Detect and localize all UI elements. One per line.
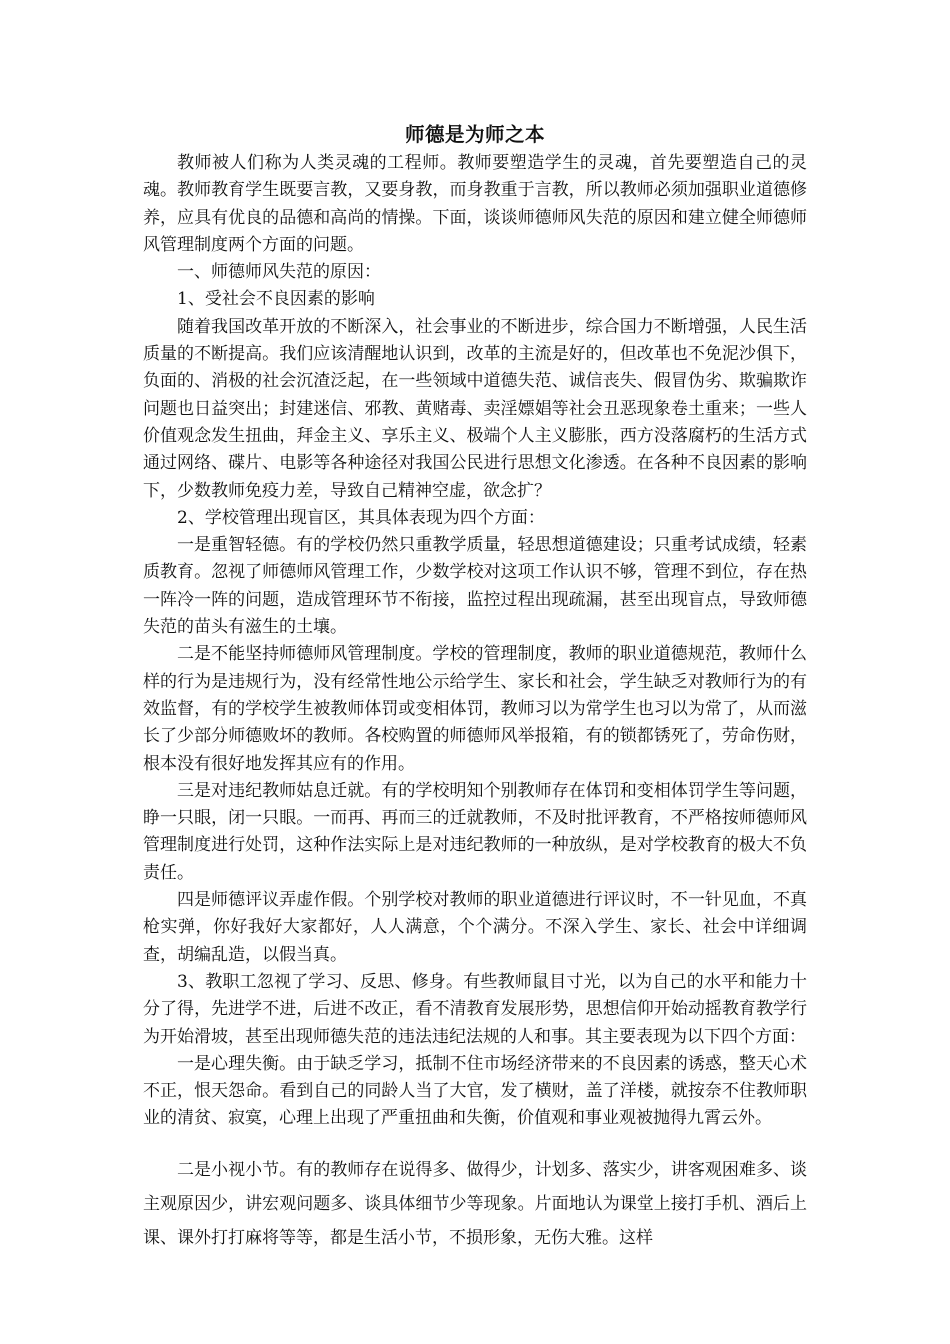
- paragraph-point-three: 三是对违纪教师姑息迁就。有的学校明知个别教师存在体罚和变相体罚学生等问题，睁一只眼，闭一只眼。一而再、再而三的迁就教师，不及时批评教育，不严格按师德师风管理制度进行处罚，这种作法实际上是对违纪教师的一种放纵，是对学校教育的极大不负责任。: [143, 780, 807, 883]
- document-title: 师德是为师之本: [404, 123, 545, 146]
- paragraph-point-two: 二是不能坚持师德师风管理制度。学校的管理制度，教师的职业道德规范，教师什么样的行为是违规行为，没有经常性地公示给学生、家长和社会，学生缺乏对教师行为的有效监督，有的学校学生被教师体罚或变相体罚，教师习以为常学生也习以为常了，从而滋长了少部分师德败坏的教师。各校购置的师德师风举报箱，有的锁都锈死了，劳命伤财，根本没有很好地发挥其应有的作用。: [143, 644, 807, 774]
- document-body: [143, 120, 807, 1255]
- subheading-staff-learning: 3、教职工忽视了学习、反思、修身。有些教师鼠目寸光，以为自己的水平和能力十分了得，先进学不进，后进不改正，看不清教育发展形势，思想信仰开始动摇教育教学行为开始滑坡，甚至出现师德失范的违法违纪法规的人和事。其主要表现为以下四个方面：: [143, 971, 807, 1047]
- paragraph-psychological-imbalance: 一是心理失衡。由于缺乏学习，抵制不住市场经济带来的不良因素的诱惑，整天心术不正，恨天怨命。看到自己的同龄人当了大官，发了横财，盖了洋楼，就按奈不住教师职业的清贫、寂寞，心理上出现了严重扭曲和失衡，价值观和事业观被抛得九霄云外。: [143, 1053, 807, 1129]
- paragraph-social-factors: 随着我国改革开放的不断深入，社会事业的不断进步，综合国力不断增强，人民生活质量的不断提高。我们应该清醒地认识到，改革的主流是好的，但改革也不免泥沙俱下，负面的、消极的社会沉渣泛起，在一些领域中道德失范、诚信丧失、假冒伪劣、欺骗欺诈问题也日益突出；封建迷信、邪教、黄赌毒、卖淫嫖娼等社会丑恶现象卷土重来；一些人价值观念发生扭曲，拜金主义、享乐主义、极端个人主义膨胀，西方没落腐朽的生活方式通过网络、碟片、电影等各种途径对我国公民进行思想文化渗透。在各种不良因素的影响下，少数教师免疫力差，导致自己精神空虚，欲念扩？: [143, 316, 807, 501]
- paragraph-small-details: 二是小视小节。有的教师存在说得多、做得少，计划多、落实少，讲客观困难多、谈主观原因少，讲宏观问题多、谈具体细节少等现象。片面地认为课堂上接打手机、酒后上课、课外打打麻将等等，都是生活小节，不损形象，无伤大雅。这样: [143, 1159, 807, 1248]
- subheading-social-factors: 1、受社会不良因素的影响: [177, 289, 375, 310]
- section-heading-causes: 一、师德师风失范的原因：: [177, 262, 381, 283]
- paragraph-point-four: 四是师德评议弄虚作假。个别学校对教师的职业道德进行评议时，不一针见血，不真枪实弹，你好我好大家都好，人人满意，个个满分。不深入学生、家长、社会中详细调查，胡编乱造，以假当真。: [143, 890, 807, 965]
- subheading-school-management: 2、学校管理出现盲区，其具体表现为四个方面：: [177, 507, 545, 528]
- paragraph-point-one: 一是重智轻德。有的学校仍然只重教学质量，轻思想道德建设；只重考试成绩，轻素质教育。忽视了师德师风管理工作，少数学校对这项工作认识不够，管理不到位，存在热一阵冷一阵的问题，造成管理环节不衔接，监控过程出现疏漏，甚至出现盲点，导致师德失范的苗头有滋生的土壤。: [143, 535, 807, 638]
- paragraph-intro: 教师被人们称为人类灵魂的工程师。教师要塑造学生的灵魂，首先要塑造自己的灵魂。教师教育学生既要言教，又要身教，而身教重于言教，所以教师必须加强职业道德修养，应具有优良的品德和高尚的情操。下面，谈谈师德师风失范的原因和建立健全师德师风管理制度两个方面的问题。: [143, 153, 807, 255]
